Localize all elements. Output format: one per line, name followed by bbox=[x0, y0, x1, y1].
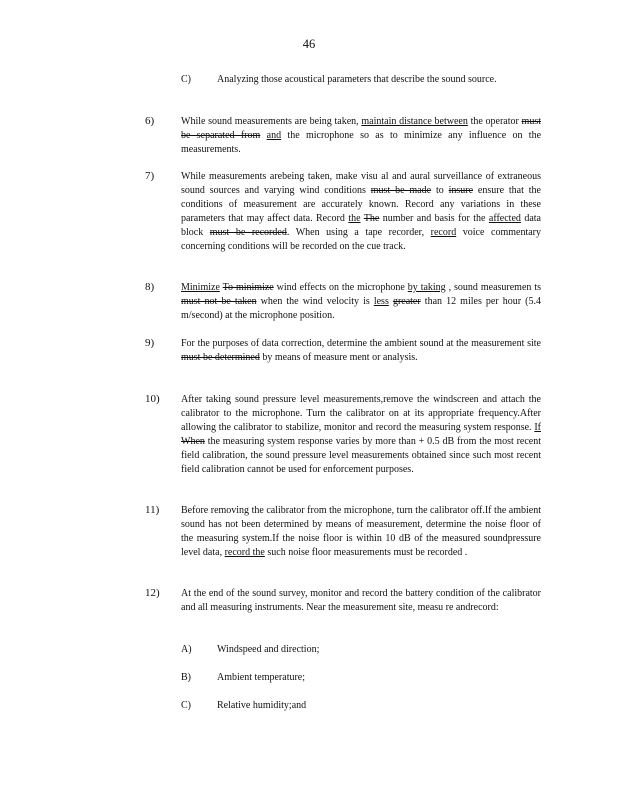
body-text: While measurements arebeing taken, make visu al and aural surveillance of extraneous sound sources and varying wind conditions bbox=[181, 171, 541, 196]
item-number: 10) bbox=[145, 393, 160, 405]
inserted-text: If bbox=[534, 422, 541, 433]
body-text: number and basis for the bbox=[379, 213, 489, 224]
body-text: After taking sound pressure level measurements,remove the windscreen and attach the calibrator to the microphone. Turn the calibrator on at its appropriate frequency.After allowing the calibrator to stabilize, monitor and record the measuring system response. bbox=[181, 394, 541, 433]
deleted-text: greater bbox=[392, 296, 421, 307]
sub-item-text: Analyzing those acoustical parameters that describe the sound source. bbox=[217, 74, 497, 85]
deleted-text: When bbox=[181, 436, 205, 447]
sub-item-text: Ambient temperature; bbox=[217, 672, 306, 683]
deleted-text: must be made bbox=[370, 185, 432, 196]
body-text: voice commentary concerning conditions will be recorded on the cue track. bbox=[181, 227, 541, 252]
deleted-text: must be determined bbox=[181, 352, 260, 363]
page-number: 46 bbox=[302, 37, 316, 51]
body-text: While sound measurements are being taken, bbox=[181, 116, 362, 127]
body-text: the operator bbox=[467, 116, 522, 127]
body-text: the microphone so as to minimize any influence on the measurements. bbox=[181, 130, 542, 155]
inserted-text: less bbox=[373, 296, 389, 307]
item-text bbox=[181, 393, 541, 477]
deleted-text: The bbox=[363, 213, 380, 224]
body-text: such noise floor measurements must be recorded . bbox=[264, 547, 468, 558]
body-text: by means of measure ment or analysis. bbox=[259, 352, 418, 363]
item-text bbox=[181, 281, 541, 323]
inserted-text: the bbox=[348, 213, 361, 224]
inserted-text: affected bbox=[488, 213, 521, 224]
item-text bbox=[181, 587, 541, 615]
deleted-text: insure bbox=[448, 185, 474, 196]
body-text: wind effects on the microphone bbox=[273, 282, 408, 293]
sub-item-text: Windspeed and direction; bbox=[217, 644, 320, 655]
item-number: 11) bbox=[145, 504, 160, 516]
sub-item-label: A) bbox=[181, 644, 192, 655]
item-number: 8) bbox=[145, 281, 155, 293]
deleted-text: must be recorded bbox=[209, 227, 287, 238]
inserted-text: record the bbox=[224, 547, 265, 558]
body-text: For the purposes of data correction, determine the ambient sound at the measurement site bbox=[181, 338, 541, 349]
body-text: . When using a tape recorder, bbox=[286, 227, 431, 238]
item-number: 9) bbox=[145, 337, 155, 349]
sub-item-label: C) bbox=[181, 700, 191, 711]
item-text bbox=[181, 504, 541, 560]
deleted-text: To minimize bbox=[222, 282, 274, 293]
deleted-text: must not be taken bbox=[181, 296, 257, 307]
body-text: to bbox=[431, 185, 449, 196]
body-text: data block bbox=[181, 213, 541, 238]
body-text: the measuring system response varies by more than + 0.5 dB from the most recent field calibration, the sound pressure level measurements obtained since such most recent field calibration cannot be used for enforcement purposes. bbox=[181, 436, 541, 475]
body-text: than 12 miles per hour (5.4 m/second) at the microphone position. bbox=[181, 296, 542, 321]
body-text: Before removing the calibrator from the microphone, turn the calibrator off.If the ambient sound has not been determined by means of measurement, determine the noise floor of the measuring system.If the noise floor is within 10 dB of the measured soundpressure level data, bbox=[181, 505, 541, 558]
item-number: 6) bbox=[145, 115, 155, 127]
item-text bbox=[181, 115, 541, 157]
sub-item-text: Relative humidity;and bbox=[217, 700, 307, 711]
inserted-text: maintain distance between bbox=[361, 116, 468, 127]
sub-item-label: C) bbox=[181, 74, 191, 85]
deleted-text: must be separated from bbox=[181, 116, 541, 141]
body-text: when the wind velocity is bbox=[256, 296, 374, 307]
item-text bbox=[181, 337, 541, 365]
body-text: ensure that the conditions of measurement are accurately known. Record any variations in these parameters that may affect data. Record bbox=[181, 185, 541, 224]
inserted-text: record bbox=[430, 227, 457, 238]
inserted-text: by taking bbox=[407, 282, 446, 293]
item-number: 7) bbox=[145, 170, 155, 182]
inserted-text: and bbox=[266, 130, 282, 141]
inserted-text: Minimize bbox=[181, 282, 220, 293]
body-text: , sound measuremen ts bbox=[445, 282, 541, 293]
item-number: 12) bbox=[145, 587, 160, 599]
body-text: At the end of the sound survey, monitor and record the battery condition of the calibrator and all measuring instruments. Near the measurement site, measu re andrecord: bbox=[181, 588, 541, 613]
item-text bbox=[181, 170, 541, 254]
sub-item-label: B) bbox=[181, 672, 191, 683]
